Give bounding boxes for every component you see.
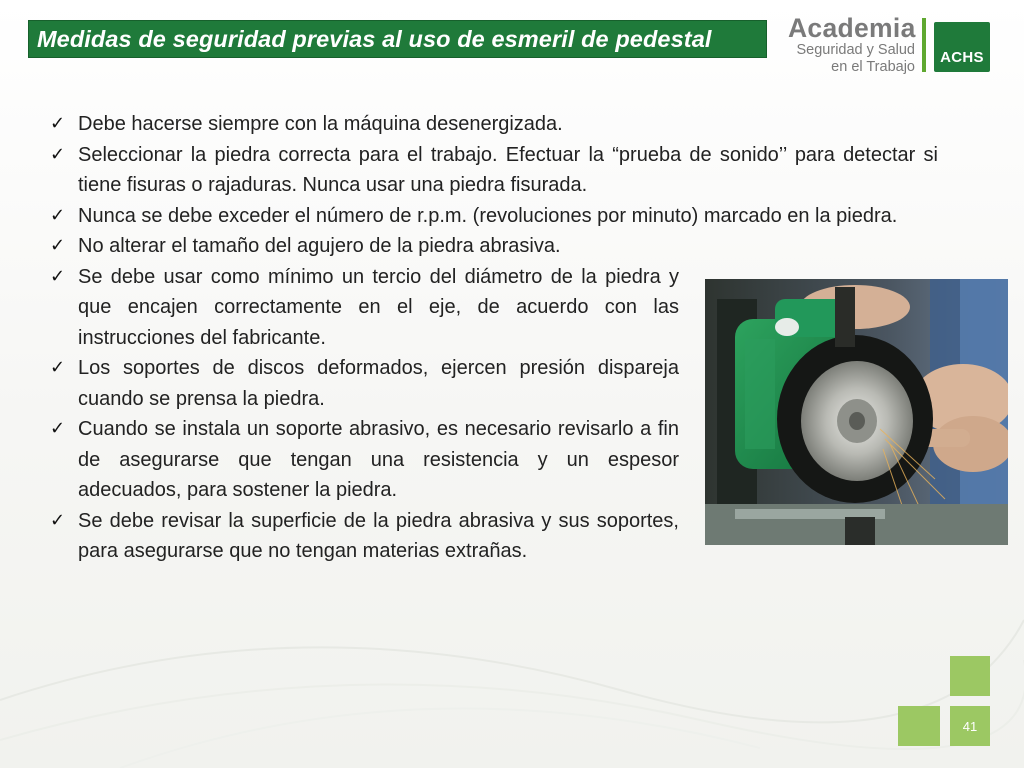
achs-badge	[934, 22, 990, 72]
decorative-square	[950, 656, 990, 696]
list-item	[50, 506, 679, 567]
list-item-text: Los soportes de discos deformados, ejercen presión dispareja cuando se prensa la piedra.	[78, 357, 679, 410]
list-item	[50, 414, 679, 506]
logo-text	[788, 14, 915, 76]
slide-title: Medidas de seguridad previas al uso de esmeril de pedestal	[37, 25, 712, 52]
check-icon: ✓	[50, 235, 66, 256]
logo-subtitle-line-1: Seguridad y Salud	[796, 42, 915, 58]
logo-subtitle-line-2: en el Trabajo	[831, 59, 915, 75]
check-icon: ✓	[50, 418, 66, 439]
list-item	[50, 201, 938, 232]
title-bar	[28, 20, 767, 58]
achs-badge-label: ACHS	[940, 49, 984, 66]
page-number: 41	[950, 706, 990, 746]
list-item	[50, 262, 679, 354]
list-item-text: Se debe usar como mínimo un tercio del diámetro de la piedra y que encajen correctamente en el eje, de acuerdo con las instrucciones del fabricante.	[78, 265, 679, 349]
logo-title: Academia	[788, 13, 916, 43]
list-item	[50, 109, 938, 140]
list-item	[50, 140, 938, 201]
list-item-text: Seleccionar la piedra correcta para el trabajo. Efectuar la “prueba de sonido’’ para detectar si tiene fisuras o rajaduras. Nunca usar una piedra fisurada.	[78, 143, 938, 196]
check-icon: ✓	[50, 204, 66, 226]
bench-grinder-illustration	[705, 279, 1008, 545]
list-item-text: Debe hacerse siempre con la máquina desenergizada.	[78, 113, 563, 135]
logo-divider-bar	[922, 18, 926, 72]
check-icon: ✓	[50, 509, 66, 531]
list-item	[50, 231, 938, 262]
list-item-text: Se debe revisar la superficie de la piedra abrasiva y sus soportes, para asegurarse que no tengan materias extrañas.	[78, 509, 679, 562]
check-icon: ✓	[50, 357, 66, 378]
academia-achs-logo	[788, 14, 998, 80]
decorative-square	[898, 706, 940, 746]
list-item-text: Nunca se debe exceder el número de r.p.m. (revoluciones por minuto) marcado en la piedra.	[78, 204, 898, 227]
check-icon: ✓	[50, 143, 66, 165]
list-item	[50, 353, 679, 414]
list-item-text: No alterar el tamaño del agujero de la piedra abrasiva.	[78, 235, 561, 257]
check-icon: ✓	[50, 265, 66, 287]
bench-grinder-photo	[705, 279, 1008, 545]
check-icon: ✓	[50, 113, 66, 134]
list-item-text: Cuando se instala un soporte abrasivo, es necesario revisarlo a fin de asegurarse que tengan una resistencia y un espesor adecuados, para sostener la piedra.	[78, 418, 679, 501]
